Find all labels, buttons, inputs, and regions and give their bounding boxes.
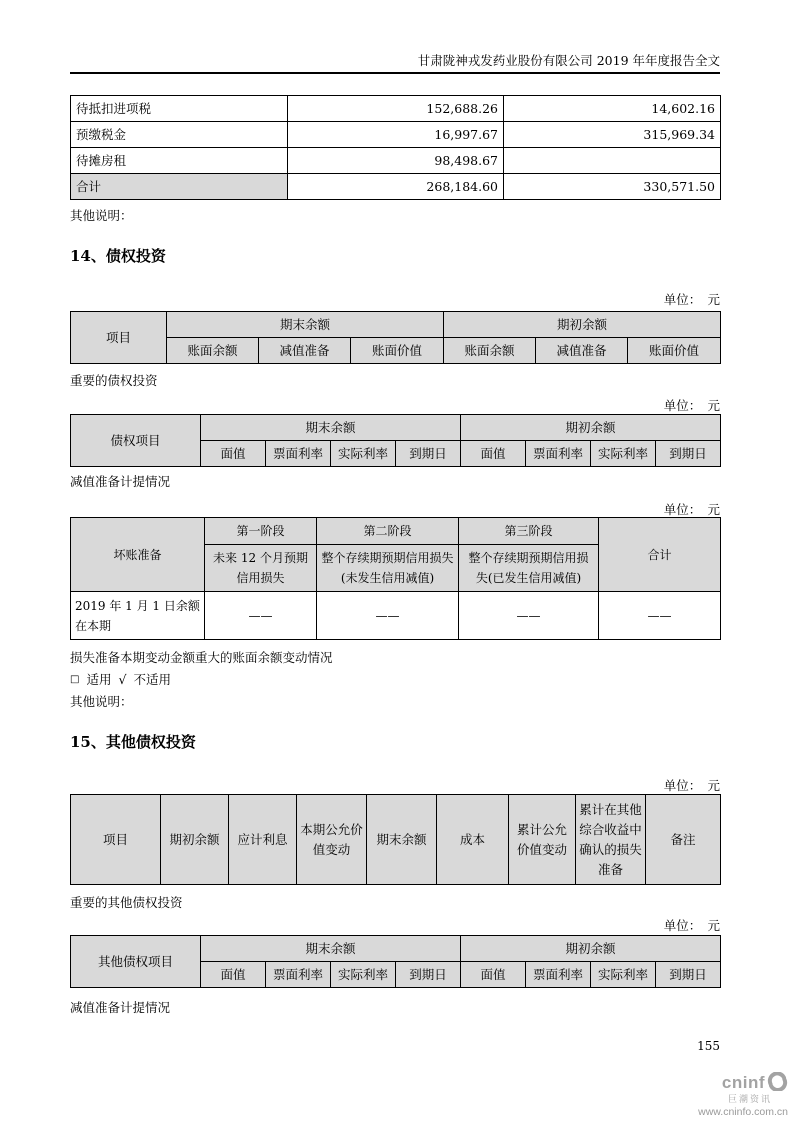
col-header-cell: 未来 12 个月预期信用损失 xyxy=(205,545,317,592)
col-header-cell: 实际利率 xyxy=(591,962,656,988)
col-header-cell: 面值 xyxy=(461,962,526,988)
value-cell xyxy=(504,148,721,174)
col-header-cell: 面值 xyxy=(201,962,266,988)
col-header-cell: 账面价值 xyxy=(628,338,721,364)
impairment-note: 减值准备计提情况 xyxy=(70,474,171,489)
subheader-row xyxy=(71,338,721,364)
col-header-cell: 账面余额 xyxy=(444,338,536,364)
col-header-cell: 期初余额 xyxy=(161,795,229,885)
unit-label: 单位： 元 xyxy=(663,398,720,413)
item-cell: 待摊房租 xyxy=(71,148,288,174)
bad-debt-provision-table xyxy=(70,517,721,640)
impairment-note: 减值准备计提情况 xyxy=(70,1000,171,1015)
other-debt-detail-table xyxy=(70,935,721,988)
table-row xyxy=(71,592,721,640)
col-header-cell: 坏账准备 xyxy=(71,518,205,592)
section-14-heading: 14、债权投资 xyxy=(70,247,166,265)
header-row xyxy=(71,312,721,338)
col-header-cell: 实际利率 xyxy=(331,441,396,467)
dash-cell: —— xyxy=(205,592,317,640)
value-cell: 14,602.16 xyxy=(504,96,721,122)
unit-label: 单位： 元 xyxy=(663,502,720,517)
col-header-cell: 成本 xyxy=(437,795,509,885)
col-header-cell: 期末余额 xyxy=(201,415,461,441)
value-cell: 16,997.67 xyxy=(288,122,504,148)
apply-label: 适用 xyxy=(86,672,112,687)
col-header-cell: 第一阶段 xyxy=(205,518,317,545)
col-header-cell: 票面利率 xyxy=(266,441,331,467)
row-label-cell: 2019 年 1 月 1 日余额在本期 xyxy=(71,592,205,640)
cninfo-logo-row xyxy=(722,1072,788,1094)
value-cell: 152,688.26 xyxy=(288,96,504,122)
total-label-cell: 合计 xyxy=(71,174,288,200)
loss-change-note: 损失准备本期变动金额重大的账面余额变动情况 xyxy=(70,650,333,665)
table-row xyxy=(71,148,721,174)
col-header-cell: 应计利息 xyxy=(229,795,297,885)
unit-label: 单位： 元 xyxy=(663,292,720,307)
section-15-heading: 15、其他债权投资 xyxy=(70,733,196,751)
col-header-cell: 其他债权项目 xyxy=(71,936,201,988)
col-header-cell: 期初余额 xyxy=(461,415,721,441)
col-header-cell: 到期日 xyxy=(656,441,721,467)
important-debt-note: 重要的债权投资 xyxy=(70,373,158,388)
item-cell: 待抵扣进项税 xyxy=(71,96,288,122)
cninfo-brand-label: cninf xyxy=(721,1073,765,1092)
value-cell: 98,498.67 xyxy=(288,148,504,174)
col-header-cell: 到期日 xyxy=(396,441,461,467)
header-row xyxy=(71,936,721,962)
checkmark-icon: √ xyxy=(118,672,127,687)
debt-investment-detail-table xyxy=(70,414,721,467)
col-header-cell: 面值 xyxy=(201,441,266,467)
col-header-cell: 期末余额 xyxy=(367,795,437,885)
checkbox-unchecked-icon: □ xyxy=(70,674,80,685)
deferred-tax-table xyxy=(70,95,721,200)
col-header-cell: 面值 xyxy=(461,441,526,467)
col-header-cell: 期末余额 xyxy=(201,936,461,962)
important-other-debt-note: 重要的其他债权投资 xyxy=(70,895,183,910)
col-header-cell: 票面利率 xyxy=(266,962,331,988)
col-header-cell: 减值准备 xyxy=(536,338,628,364)
unit-label: 单位： 元 xyxy=(663,918,720,933)
col-header-cell: 项目 xyxy=(71,312,167,364)
value-cell: 330,571.50 xyxy=(504,174,721,200)
col-header-cell: 期初余额 xyxy=(461,936,721,962)
col-header-cell: 票面利率 xyxy=(526,441,591,467)
not-apply-label: 不适用 xyxy=(133,672,171,687)
total-row xyxy=(71,174,721,200)
col-header-cell: 账面价值 xyxy=(351,338,444,364)
page-header xyxy=(70,0,720,74)
other-note: 其他说明： xyxy=(70,694,133,709)
header-row xyxy=(71,795,721,885)
cninfo-logo-icon xyxy=(767,1072,788,1094)
page-content xyxy=(70,0,720,1122)
header-row xyxy=(71,518,721,545)
cninfo-caption: 巨潮资讯 xyxy=(727,1094,772,1104)
col-header-cell: 减值准备 xyxy=(259,338,351,364)
page-number: 155 xyxy=(697,1039,720,1053)
value-cell: 315,969.34 xyxy=(504,122,721,148)
col-header-cell: 实际利率 xyxy=(591,441,656,467)
col-header-cell: 累计在其他综合收益中确认的损失准备 xyxy=(576,795,646,885)
other-debt-investment-table xyxy=(70,794,721,885)
col-header-cell: 到期日 xyxy=(396,962,461,988)
col-header-cell: 实际利率 xyxy=(331,962,396,988)
col-header-cell: 债权项目 xyxy=(71,415,201,467)
report-title: 甘肃陇神戎发药业股份有限公司 2019 年年度报告全文 xyxy=(417,53,720,68)
col-header-cell: 票面利率 xyxy=(526,962,591,988)
col-header-cell: 本期公允价值变动 xyxy=(297,795,367,885)
col-header-cell: 第三阶段 xyxy=(459,518,599,545)
col-header-cell: 账面余额 xyxy=(167,338,259,364)
dash-cell: —— xyxy=(317,592,459,640)
cninfo-logo xyxy=(698,1072,788,1118)
col-header-cell: 期初余额 xyxy=(444,312,721,338)
table-row xyxy=(71,96,721,122)
dash-cell: —— xyxy=(459,592,599,640)
applicability-line xyxy=(70,670,720,690)
table-row xyxy=(71,122,721,148)
cninfo-url: www.cninfo.com.cn xyxy=(698,1106,788,1118)
col-header-cell: 合计 xyxy=(599,518,721,592)
col-header-cell: 累计公允价值变动 xyxy=(509,795,576,885)
col-header-cell: 备注 xyxy=(646,795,721,885)
col-header-cell: 项目 xyxy=(71,795,161,885)
col-header-cell: 整个存续期预期信用损失(未发生信用减值) xyxy=(317,545,459,592)
col-header-cell: 第二阶段 xyxy=(317,518,459,545)
col-header-cell: 到期日 xyxy=(656,962,721,988)
header-row xyxy=(71,415,721,441)
col-header-cell: 期末余额 xyxy=(167,312,444,338)
col-header-cell: 整个存续期预期信用损失(已发生信用减值) xyxy=(459,545,599,592)
other-note: 其他说明： xyxy=(70,208,133,223)
unit-label: 单位： 元 xyxy=(663,778,720,793)
value-cell: 268,184.60 xyxy=(288,174,504,200)
dash-cell: —— xyxy=(599,592,721,640)
item-cell: 预缴税金 xyxy=(71,122,288,148)
debt-investment-summary-table xyxy=(70,311,721,364)
